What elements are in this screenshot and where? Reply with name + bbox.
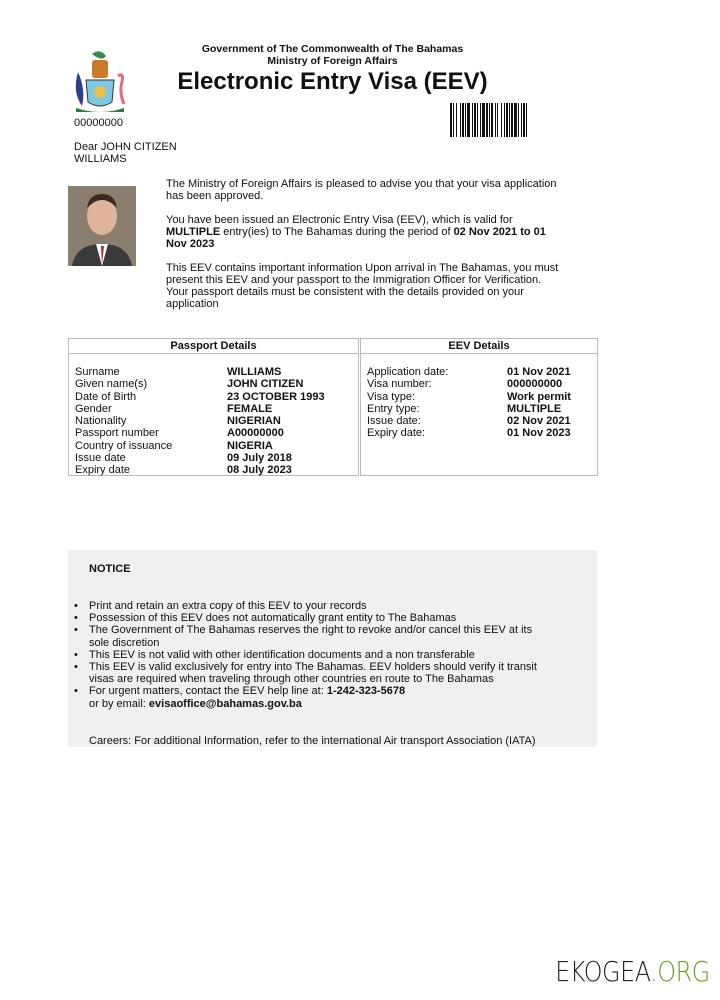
field-label: Date of Birth [75,390,137,403]
field-label: Surname [75,366,120,378]
eev-details-table [360,338,598,476]
field-value: 01 Nov 2021 [507,366,571,378]
table-row [75,440,358,452]
table-row [75,378,358,390]
table-row [75,464,358,476]
notice-item: • This EEV is valid exclusively for entry into The Bahamas. EEV holders should verify it transit visas are required when traveling through other countries en route to The Bahamas [74,661,544,685]
field-value: JOHN CITIZEN [227,378,304,391]
field-value: 01 Nov 2023 [507,427,571,440]
field-label: Issue date: [367,415,421,428]
approval-paragraph: The Ministry of Foreign Affairs is pleased to advise you that your visa application has been approved. [166,178,557,202]
notice-item: • Print and retain an extra copy of this EEV to your records [74,600,544,612]
table-row [367,366,597,378]
reference-number: 00000000 [74,117,123,129]
table-row [75,391,358,403]
help-email: evisaoffice@bahamas.gov.ba [148,697,302,710]
notice-box [68,550,597,747]
greeting [74,141,177,165]
field-label: Visa type: [367,390,416,403]
watermark-brand: EKOGEA [555,955,651,988]
validity-period: 02 Nov 2021 to 01 Nov 2023 [166,226,546,250]
watermark-logo [556,955,710,988]
contact-text: For urgent matters, contact the EEV help line at: [89,685,327,698]
barcode [450,103,565,137]
field-label: Application date: [367,366,449,378]
notice-item: • Possession of this EEV does not automatically grant entity to The Bahamas [74,612,544,624]
validity-text: You have been issued an Electronic Entry Visa (EEV), which is valid for [166,214,513,226]
validity-paragraph [166,214,566,250]
notice-item: • The Government of The Bahamas reserves the right to revoke and/or cancel this EEV at its sole discretion [74,624,544,648]
careers-note: Careers: For additional Information, refer to the international Air transport Association (IATA) [89,735,536,747]
table-row [367,403,597,415]
passport-details-table [68,338,359,476]
field-value: 09 July 2018 [227,452,292,465]
ministry-name: Ministry of Foreign Affairs [267,55,398,67]
greeting-line: Dear JOHN CITIZEN [74,141,177,153]
table-row [367,415,597,427]
field-label: Country of issuance [75,439,173,452]
field-label: Passport number [75,427,159,440]
coat-of-arms-logo [72,50,128,116]
field-value: 000000000 [507,378,563,391]
government-name: Government of The Commonwealth of The Bahamas [201,43,464,55]
field-value: 08 July 2023 [227,464,292,477]
table-row [367,378,597,390]
passport-details-heading: Passport Details [69,339,358,354]
field-value: MULTIPLE [507,402,562,415]
instructions-paragraph: This EEV contains important information Upon arrival in The Bahamas, you must present this EEV and your passport to the Immigration Officer for Verification. Your passport details must be consistent with the details provided on your application [166,262,559,310]
notice-item: • This EEV is not valid with other identification documents and a non transferable [74,649,544,661]
letter-body [166,178,566,322]
field-label: Expiry date [75,464,131,477]
field-value: NIGERIAN [227,415,281,428]
notice-list [74,600,544,710]
notice-item-contact [74,685,544,709]
field-label: Given name(s) [75,378,148,391]
greeting-name: WILLIAMS [74,153,127,165]
table-row [75,366,358,378]
field-label: Nationality [75,415,127,428]
field-label: Entry type: [367,402,420,415]
email-text: or by email: [89,697,149,710]
page-title: Electronic Entry Visa (EEV) [177,68,488,95]
field-value: 02 Nov 2021 [507,415,571,428]
field-label: Gender [75,402,112,415]
table-row [75,452,358,464]
eev-details-heading: EEV Details [361,339,597,354]
table-row [367,391,597,403]
field-value: WILLIAMS [227,366,282,378]
field-label: Issue date [75,452,126,465]
field-value: A00000000 [227,427,284,440]
help-line-phone: 1-242-323-5678 [326,685,406,698]
entry-type: MULTIPLE [166,226,221,238]
watermark-tld: .ORG [650,955,710,988]
field-label: Visa number: [367,378,432,391]
table-row [75,427,358,439]
table-row [367,427,597,439]
table-row [75,415,358,427]
applicant-photo [68,186,136,266]
field-label: Expiry date: [367,427,426,440]
notice-heading: NOTICE [89,563,131,575]
field-value: FEMALE [227,402,273,415]
field-value: Work permit [507,390,571,403]
validity-text-2: entry(ies) to The Bahamas during the period of [220,226,454,238]
field-value: NIGERIA [227,439,273,452]
table-row [75,403,358,415]
field-value: 23 OCTOBER 1993 [227,390,325,403]
